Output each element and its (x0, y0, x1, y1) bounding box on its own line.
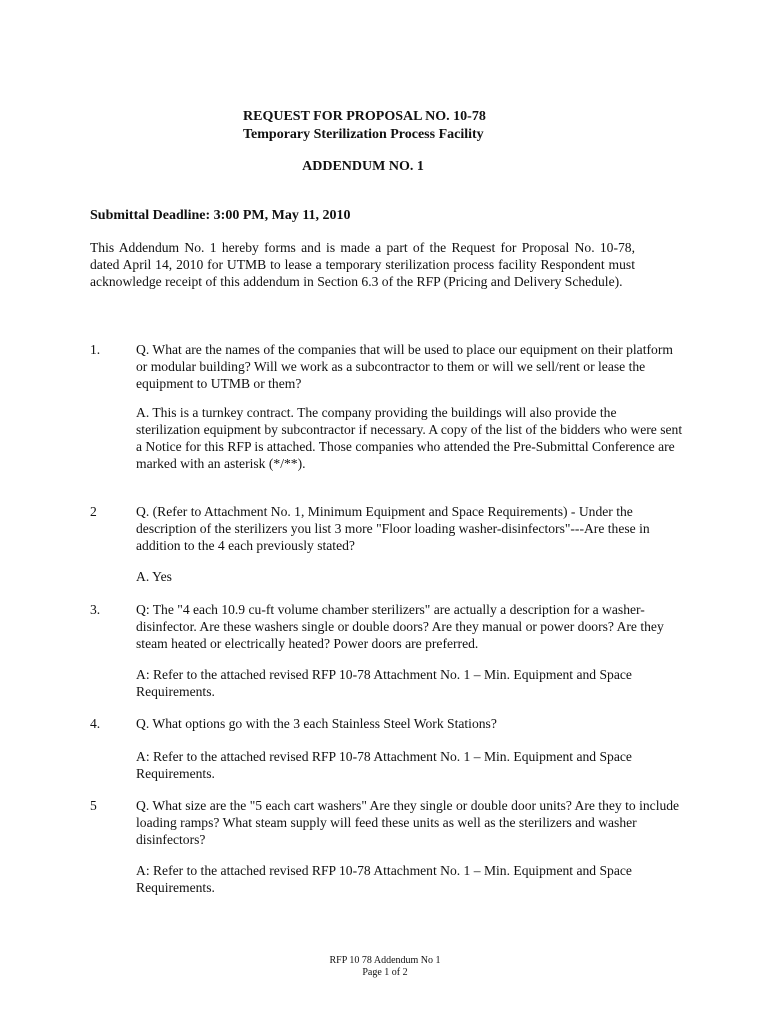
question-text: Q. What size are the "5 each cart washers" Are they single or double door units? Are they to include loading ramps? What steam supply will feed these units as well as the sterilizers and washer disinfectors? (136, 798, 680, 847)
item-number: 4. (90, 716, 101, 731)
answer-text: A: Refer to the attached revised RFP 10-78 Attachment No. 1 – Min. Equipment and Space Requirements. (136, 667, 632, 699)
item-number: 5 (90, 798, 97, 813)
document-title: REQUEST FOR PROPOSAL NO. 10-78 (243, 109, 486, 124)
question-text: Q. (Refer to Attachment No. 1, Minimum Equipment and Space Requirements) - Under the description of the sterilizers you list 3 more "Floor loading washer-disinfectors"---Are these in addition to the 4 each previously stated? (136, 504, 650, 553)
answer-text: A: Refer to the attached revised RFP 10-78 Attachment No. 1 – Min. Equipment and Space Requirements. (136, 749, 632, 781)
answer-text: A. Yes (136, 569, 172, 584)
document-subtitle: Temporary Sterilization Process Facility (243, 127, 484, 142)
question-text: Q. What options go with the 3 each Stainless Steel Work Stations? (136, 716, 497, 731)
addendum-heading: ADDENDUM NO. 1 (302, 159, 424, 174)
submittal-deadline: Submittal Deadline: 3:00 PM, May 11, 2010 (90, 208, 351, 223)
answer-text: A. This is a turnkey contract. The company providing the buildings will also provide the sterilization equipment by subcontractor if necessary. A copy of the list of the bidders who were sent a Notice for this RFP is attached. Those companies who attended the Pre-Submittal Conference are marked with an asterisk (*/**). (136, 405, 683, 471)
footer-page-number: Page 1 of 2 (362, 967, 408, 978)
question-text: Q: The "4 each 10.9 cu-ft volume chamber sterilizers" are actually a description for a washer-disinfector. Are these washers single or double doors? Are they manual or power doors? Are they steam heated or electrically heated? Power doors are preferred. (136, 602, 664, 651)
answer-text: A: Refer to the attached revised RFP 10-78 Attachment No. 1 – Min. Equipment and Space Requirements. (136, 863, 632, 895)
question-text: Q. What are the names of the companies that will be used to place our equipment on their platform or modular building? Will we work as a subcontractor to them or will we sell/rent or lease the equipment to UTMB or them? (136, 342, 673, 391)
footer-document-id: RFP 10 78 Addendum No 1 (329, 955, 441, 966)
item-number: 1. (90, 342, 101, 357)
intro-paragraph: This Addendum No. 1 hereby forms and is made a part of the Request for Proposal No. 10-78, dated April 14, 2010 for UTMB to lease a temporary sterilization process facility Respondent must acknowledge receipt of this addendum in Section 6.3 of the RFP (Pricing and Delivery Schedule). (90, 240, 635, 289)
item-number: 3. (90, 602, 101, 617)
item-number: 2 (90, 504, 97, 519)
